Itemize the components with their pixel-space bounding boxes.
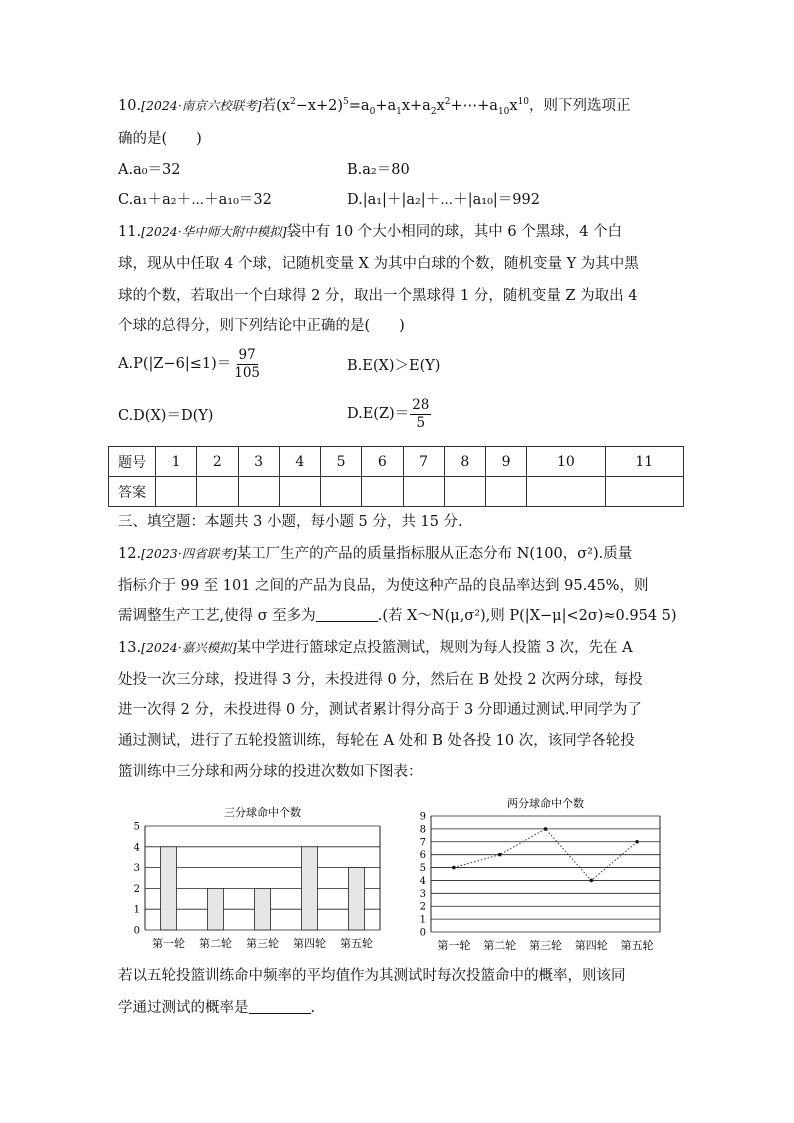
q13-line1: 13.[2024·嘉兴模拟]某中学进行篮球定点投篮测试，规则为每人投篮 3 次，先在 A xyxy=(118,640,633,656)
y-tick-label: 7 xyxy=(419,837,426,849)
q11-line3: 球的个数，若取出一个白球得 2 分，取出一个黑球得 1 分，随机变量 Z 为取出 4 xyxy=(118,288,638,304)
table-cell: 7 xyxy=(403,447,444,477)
data-point xyxy=(635,840,639,844)
data-point xyxy=(498,853,502,857)
q10-line2: 确的是( ) xyxy=(118,131,202,147)
table-cell: 5 xyxy=(321,447,362,477)
table-cell: 8 xyxy=(444,447,485,477)
x-tick-label: 第五轮 xyxy=(620,939,654,952)
table-cell: 6 xyxy=(362,447,403,477)
table-cell: 1 xyxy=(156,447,197,477)
y-tick-label: 4 xyxy=(133,842,140,854)
y-tick-label: 4 xyxy=(419,875,426,887)
q11-option-c: C.D(X)＝D(Y) xyxy=(118,408,214,424)
q13-line5: 篮训练中三分球和两分球的投进次数如下图表： xyxy=(118,764,423,780)
q12-line1: 12.[2023·四省联考]某工厂生产的产品的质量指标服从正态分布 N(100，σ²).质量 xyxy=(118,546,633,562)
y-tick-label: 0 xyxy=(419,927,426,939)
q11-option-d: D.E(Z)＝ $\frac{28}{5}$ xyxy=(347,396,430,431)
y-tick-label: 2 xyxy=(419,901,426,913)
y-tick-label: 3 xyxy=(419,888,426,900)
q13-line4: 通过测试，进行了五轮投篮训练，每轮在 A 处和 B 处各投 10 次，该同学各轮投 xyxy=(118,733,635,749)
table-row xyxy=(109,447,684,477)
y-tick-label: 1 xyxy=(133,904,140,916)
answer-cell[interactable] xyxy=(279,477,320,507)
answer-blank[interactable] xyxy=(316,607,378,622)
bar xyxy=(255,888,271,930)
q13-after1: 若以五轮投篮训练命中频率的平均值作为其测试时每次投篮命中的概率，则该同 xyxy=(118,968,626,984)
table-cell: 3 xyxy=(238,447,279,477)
q10-option-a: A.a₀＝32 xyxy=(118,162,181,178)
q10-option-b: B.a₂＝80 xyxy=(347,162,410,178)
table-cell: 答案 xyxy=(109,477,156,507)
data-point xyxy=(590,879,594,883)
y-tick-label: 1 xyxy=(419,914,426,926)
table-cell: 9 xyxy=(486,447,527,477)
y-tick-label: 0 xyxy=(133,925,140,937)
answer-cell[interactable] xyxy=(444,477,485,507)
q12-line2: 指标介于 99 至 101 之间的产品为良品，为使这种产品的良品率达到 95.45%，则 xyxy=(118,578,649,594)
data-point xyxy=(452,866,456,870)
q12-line3: 需调整生产工艺,使得 σ 至多为 .(若 X～N(μ,σ²),则 P(|X−μ|<2σ)≈0.954 5) xyxy=(118,608,677,624)
table-cell: 题号 xyxy=(109,447,156,477)
x-tick-label: 第一轮 xyxy=(152,937,185,950)
answer-cell[interactable] xyxy=(486,477,527,507)
answer-cell[interactable] xyxy=(362,477,403,507)
answer-table xyxy=(108,446,684,507)
y-tick-label: 9 xyxy=(419,811,426,823)
fraction: $\frac{28}{5}$ xyxy=(412,396,430,431)
table-cell: 11 xyxy=(605,447,683,477)
x-tick-label: 第二轮 xyxy=(199,937,232,950)
chart-title: 三分球命中个数 xyxy=(224,806,301,819)
x-tick-label: 第五轮 xyxy=(340,937,373,950)
answer-cell[interactable] xyxy=(197,477,238,507)
q10-line1: 10.[2024·南京六校联考]若$(x^2-x+2)^5=a_0+a_1x+a_2x^2+\cdots+a_{10}x^{10}$，则下列选项正 xyxy=(118,97,631,117)
q11-line2: 球，现从中任取 4 个球，记随机变量 X 为其中白球的个数，随机变量 Y 为其中黑 xyxy=(118,256,639,272)
bar xyxy=(208,888,224,930)
line-chart-two-pointers xyxy=(408,792,673,956)
chart-title: 两分球命中个数 xyxy=(507,797,584,810)
table-cell: 2 xyxy=(197,447,238,477)
q13-after2: 学通过测试的概率是 . xyxy=(118,1000,316,1016)
bar xyxy=(302,847,318,930)
table-cell: 4 xyxy=(279,447,320,477)
bar xyxy=(349,868,365,930)
answer-cell[interactable] xyxy=(605,477,683,507)
fraction: $\frac{97}{105}$ xyxy=(234,346,261,381)
table-row xyxy=(109,477,684,507)
q10-option-d: D.|a₁|＋|a₂|＋⋯＋|a₁₀|＝992 xyxy=(347,192,540,208)
x-tick-label: 第三轮 xyxy=(246,937,279,950)
x-tick-label: 第四轮 xyxy=(574,939,608,952)
answer-cell[interactable] xyxy=(321,477,362,507)
x-tick-label: 第一轮 xyxy=(437,939,471,952)
bar xyxy=(161,847,177,930)
q11-option-a: A.P(|Z−6|≤1)＝ $\frac{97}{105}$ xyxy=(118,346,261,381)
bar-chart-three-pointers xyxy=(118,796,388,956)
y-tick-label: 3 xyxy=(133,863,140,875)
answer-blank[interactable] xyxy=(249,999,311,1014)
answer-cell[interactable] xyxy=(527,477,605,507)
y-tick-label: 8 xyxy=(419,824,426,836)
y-tick-label: 5 xyxy=(133,821,140,833)
answer-cell[interactable] xyxy=(156,477,197,507)
y-tick-label: 2 xyxy=(133,883,140,895)
y-tick-label: 5 xyxy=(419,863,426,875)
x-tick-label: 第四轮 xyxy=(293,937,326,950)
q10-option-c: C.a₁＋a₂＋⋯＋a₁₀＝32 xyxy=(118,192,272,208)
q13-line3: 进一次得 2 分，未投进得 0 分，测试者累计得分高于 3 分即通过测试.甲同学为了 xyxy=(118,702,642,718)
q11-line4: 个球的总得分，则下列结论中正确的是( ) xyxy=(118,318,405,334)
answer-cell[interactable] xyxy=(238,477,279,507)
q11-option-b: B.E(X)＞E(Y) xyxy=(347,358,441,374)
x-tick-label: 第二轮 xyxy=(483,939,517,952)
q11-line1: 11.[2024·华中师大附中模拟]袋中有 10 个大小相同的球，其中 6 个黑球，4 个白 xyxy=(118,224,623,240)
section-heading: 三、填空题：本题共 3 小题，每小题 5 分，共 15 分. xyxy=(118,514,463,530)
x-tick-label: 第三轮 xyxy=(529,939,562,952)
answer-cell[interactable] xyxy=(403,477,444,507)
table-cell: 10 xyxy=(527,447,605,477)
data-point xyxy=(544,827,548,831)
y-tick-label: 6 xyxy=(419,850,426,862)
q13-line2: 处投一次三分球，投进得 3 分，未投进得 0 分，然后在 B 处投 2 次两分球，每投 xyxy=(118,672,643,688)
